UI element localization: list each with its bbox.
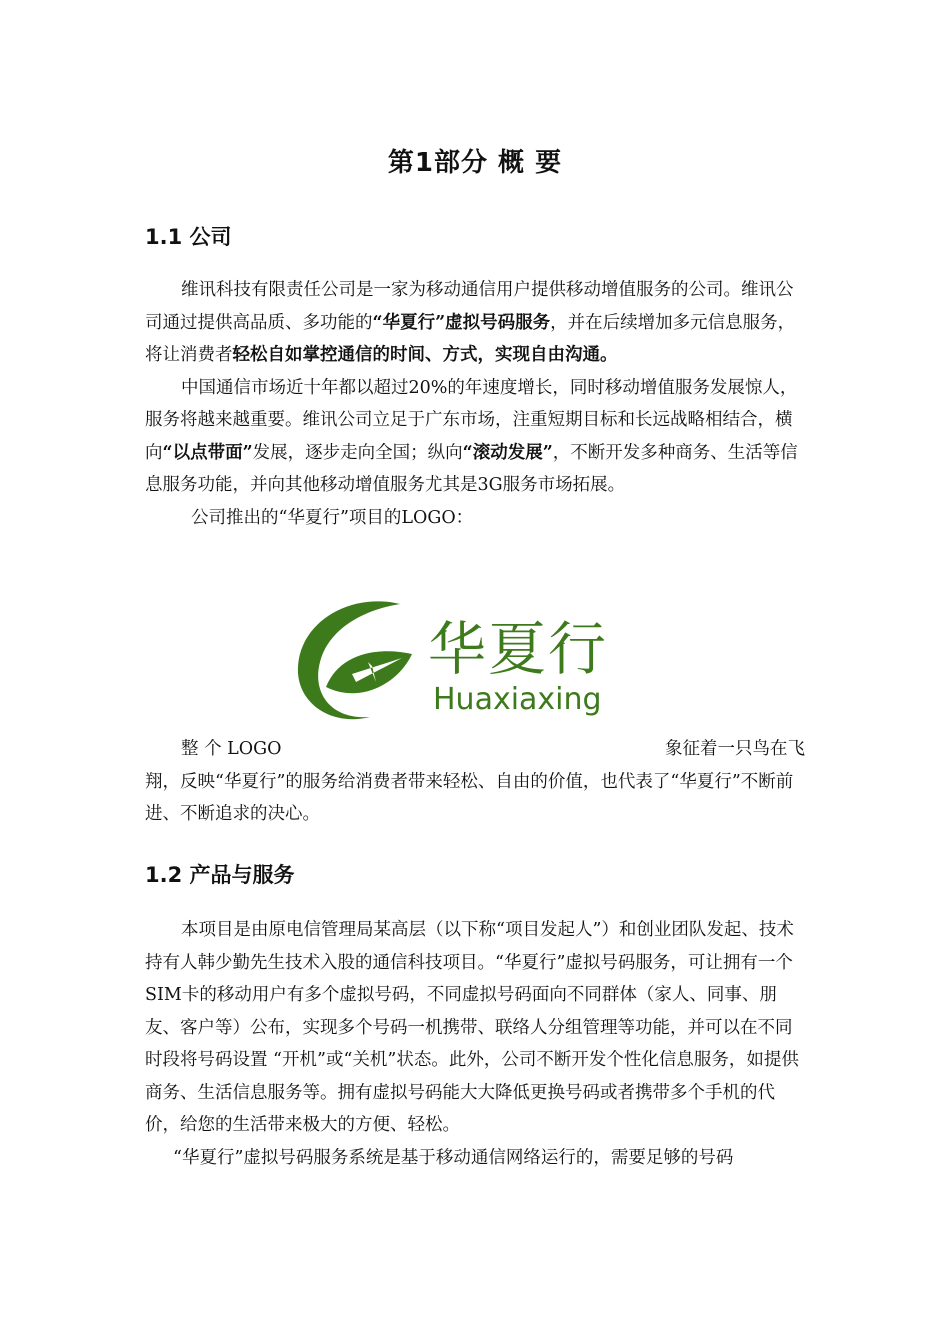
text-run: 中国通信市场近十年都以超过20%的年速度增长，同时移动增值服务发展惊人，服务将越来越重要。维讯公司立足于广东市场，注重短期目标和长远战略相结合，横向: [145, 377, 798, 463]
text-run: 发展，逐步走向全国；纵向: [252, 442, 463, 463]
text-run: 翔，反映“华夏行”的服务给消费者带来轻松、自由的价值，也代表了“华夏行”不断前进、不断追求的决心。: [145, 771, 794, 824]
paragraph: [145, 274, 805, 372]
huaxiaxing-logo: [290, 592, 650, 732]
section-heading-products: 1.2 产品与服务: [145, 863, 295, 887]
bold-run: “华夏行”虚拟号码服务: [372, 312, 551, 333]
bird-emblem-icon: [290, 592, 430, 732]
bold-run: “滚动发展”: [462, 442, 553, 463]
logo-description-first-line: [145, 733, 805, 766]
paragraph: “华夏行”虚拟号码服务系统是基于移动通信网络运行的，需要足够的号码: [173, 1147, 734, 1168]
products-intro: [145, 914, 805, 1174]
page-title: 第1部分 概 要: [387, 148, 563, 178]
bold-run: 轻松自如掌控通信的时间、方式，实现自由沟通。: [232, 345, 618, 365]
logo-caption: 公司推出的“华夏行”项目的LOGO：: [191, 507, 474, 528]
logo-description: [145, 733, 805, 831]
paragraph: 本项目是由原电信管理局某高层（以下称“项目发起人”）和创业团队发起、技术持有人韩少勤先生技术入股的通信科技项目。“华夏行”虚拟号码服务，可让拥有一个SIM卡的移动用户有多个虚拟号码，不同虚拟号码面向不同群体（家人、同事、朋友、客户等）公布，实现多个号码一机携带、联络人分组管理等功能，并可以在不同时段将号码设置 “开机”或“关机”状态。此外，公司不断开发个性化信息服务，如提供商务、生活信息服务等。拥有虚拟号码能大大降低更换号码或者携带多个手机的代价，给您的生活带来极大的方便、轻松。: [145, 920, 799, 1135]
text-run: 维讯科技有限责任公司是一家为移动通信用户提供移动增值服务的公司。维讯公司通过提供高品质、多功能的: [145, 280, 794, 333]
logo-wordmark: 华夏行: [428, 615, 609, 683]
text-run: 象征着一只鸟在飞: [665, 739, 805, 759]
company-intro: [145, 274, 805, 534]
text-run: ，并在后续增加多元信息服务，将让消费者: [145, 312, 796, 365]
text-run: ，不断开发多种商务、生活等信息服务功能，并向其他移动增值服务尤其是3G服务市场拓展。: [145, 442, 798, 495]
paragraph: [145, 372, 805, 502]
bold-run: “以点带面”: [162, 442, 253, 463]
text-run: 整 个 LOGO: [181, 739, 282, 759]
logo-latin-text: Huaxiaxing: [433, 682, 602, 717]
section-heading-company: 1.1 公司: [145, 225, 232, 249]
